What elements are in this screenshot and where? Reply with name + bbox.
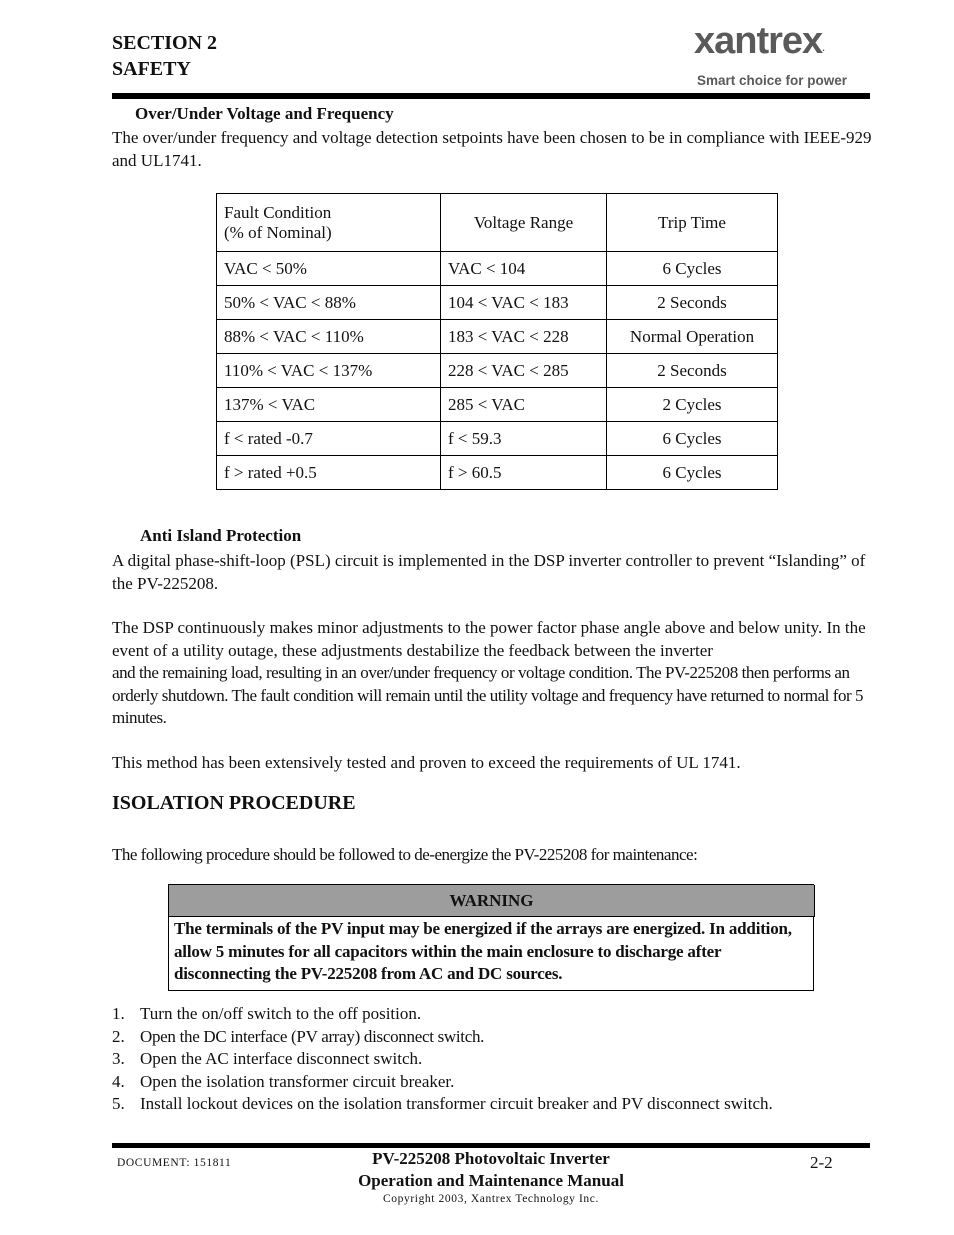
isolation-intro: The following procedure should be followed to de-energize the PV-225208 for maintenance:: [112, 845, 698, 864]
list-item: [112, 1026, 872, 1049]
fault-cell: f < rated -0.7: [217, 422, 441, 456]
isolation-heading: ISOLATION PROCEDURE: [112, 792, 356, 814]
header-fault-condition: Fault Condition (% of Nominal): [217, 194, 441, 252]
logo-tagline: Smart choice for power: [697, 73, 848, 88]
header-voltage-range: Voltage Range: [441, 194, 607, 252]
voltage-cell: VAC < 104: [441, 252, 607, 286]
anti-island-para-2b: and the remaining load, resulting in an over/under frequency or voltage condition. The PV-225208 then performs an orderly shutdown. The fault condition will remain until the utility voltage and frequency have returned to normal for 5 minutes.: [112, 663, 864, 727]
warning-title: WARNING: [169, 885, 815, 917]
step-number: 3.: [112, 1049, 125, 1068]
fault-cell: 88% < VAC < 110%: [217, 320, 441, 354]
step-number: 5.: [112, 1094, 125, 1113]
copyright: Copyright 2003, Xantrex Technology Inc.: [383, 1193, 599, 1205]
table-row: [217, 354, 778, 388]
step-text: Open the DC interface (PV array) disconnect switch.: [140, 1026, 485, 1046]
fault-cell: 137% < VAC: [217, 388, 441, 422]
logo-mark: .: [822, 43, 825, 53]
anti-island-heading: Anti Island Protection: [140, 526, 302, 545]
table-row: [217, 320, 778, 354]
fault-cell: f > rated +0.5: [217, 456, 441, 490]
anti-island-para-1: A digital phase-shift-loop (PSL) circuit is implemented in the DSP inverter controller to prevent “Islanding” of the PV-225208.: [112, 551, 866, 593]
step-number: 1.: [112, 1004, 125, 1023]
warning-text: The terminals of the PV input may be energized if the arrays are energized. In addition, allow 5 minutes for all capacitors within the main enclosure to discharge after disconnecting the PV-225208 from AC and DC sources.: [174, 919, 792, 983]
section-number: SECTION 2: [112, 32, 218, 54]
trip-cell: 6 Cycles: [607, 456, 778, 490]
trip-cell: 2 Cycles: [607, 388, 778, 422]
xantrex-logo: [694, 22, 870, 88]
voltage-cell: 285 < VAC: [441, 388, 607, 422]
voltage-cell: 183 < VAC < 228: [441, 320, 607, 354]
anti-island-para-2a: The DSP continuously makes minor adjustments to the power factor phase angle above and below unity. In the event of a utility outage, these adjustments destabilize the feedback between the inverter: [112, 618, 866, 660]
fault-cell: 50% < VAC < 88%: [217, 286, 441, 320]
document-number: DOCUMENT: 151811: [117, 1157, 232, 1169]
fault-cell: VAC < 50%: [217, 252, 441, 286]
table-row: [217, 456, 778, 490]
voltage-cell: f < 59.3: [441, 422, 607, 456]
footer-title: [300, 1148, 682, 1192]
table-header-row: [217, 194, 778, 252]
section-title: SAFETY: [112, 58, 191, 80]
isolation-steps: [112, 1003, 872, 1116]
voltage-cell: 228 < VAC < 285: [441, 354, 607, 388]
list-item: [112, 1071, 872, 1094]
section-heading: [112, 30, 217, 82]
step-text: Open the isolation transformer circuit breaker.: [140, 1071, 455, 1091]
list-item: [112, 1093, 872, 1116]
trip-cell: 2 Seconds: [607, 286, 778, 320]
trip-cell: 2 Seconds: [607, 354, 778, 388]
fault-cell: 110% < VAC < 137%: [217, 354, 441, 388]
trip-cell: Normal Operation: [607, 320, 778, 354]
step-number: 2.: [112, 1026, 125, 1046]
list-item: [112, 1048, 872, 1071]
footer-title-line-2: Operation and Maintenance Manual: [358, 1171, 624, 1190]
voltage-cell: 104 < VAC < 183: [441, 286, 607, 320]
anti-island-para-2: [112, 617, 872, 730]
trip-cell: 6 Cycles: [607, 252, 778, 286]
over-under-heading: Over/Under Voltage and Frequency: [135, 104, 394, 123]
list-item: [112, 1003, 872, 1026]
logo-wordmark: xantrex: [694, 20, 823, 62]
trip-cell: 6 Cycles: [607, 422, 778, 456]
footer-title-line-1: PV-225208 Photovoltaic Inverter: [372, 1149, 610, 1168]
step-text: Open the AC interface disconnect switch.: [140, 1049, 423, 1068]
table-row: [217, 286, 778, 320]
over-under-text: The over/under frequency and voltage detection setpoints have been chosen to be in compliance with IEEE-929 and UL1741.: [112, 128, 872, 170]
table-row: [217, 252, 778, 286]
step-text: Install lockout devices on the isolation transformer circuit breaker and PV disconnect switch.: [140, 1094, 773, 1113]
header-rule: [112, 93, 870, 99]
warning-box: [168, 884, 814, 991]
table-row: [217, 422, 778, 456]
fault-condition-table: [216, 193, 778, 490]
step-text: Turn the on/off switch to the off position.: [140, 1004, 422, 1023]
page-number: 2-2: [810, 1153, 833, 1172]
voltage-cell: f > 60.5: [441, 456, 607, 490]
header-trip-time: Trip Time: [607, 194, 778, 252]
anti-island-para-3: This method has been extensively tested and proven to exceed the requirements of UL 1741.: [112, 753, 741, 772]
step-number: 4.: [112, 1071, 125, 1091]
table-row: [217, 388, 778, 422]
